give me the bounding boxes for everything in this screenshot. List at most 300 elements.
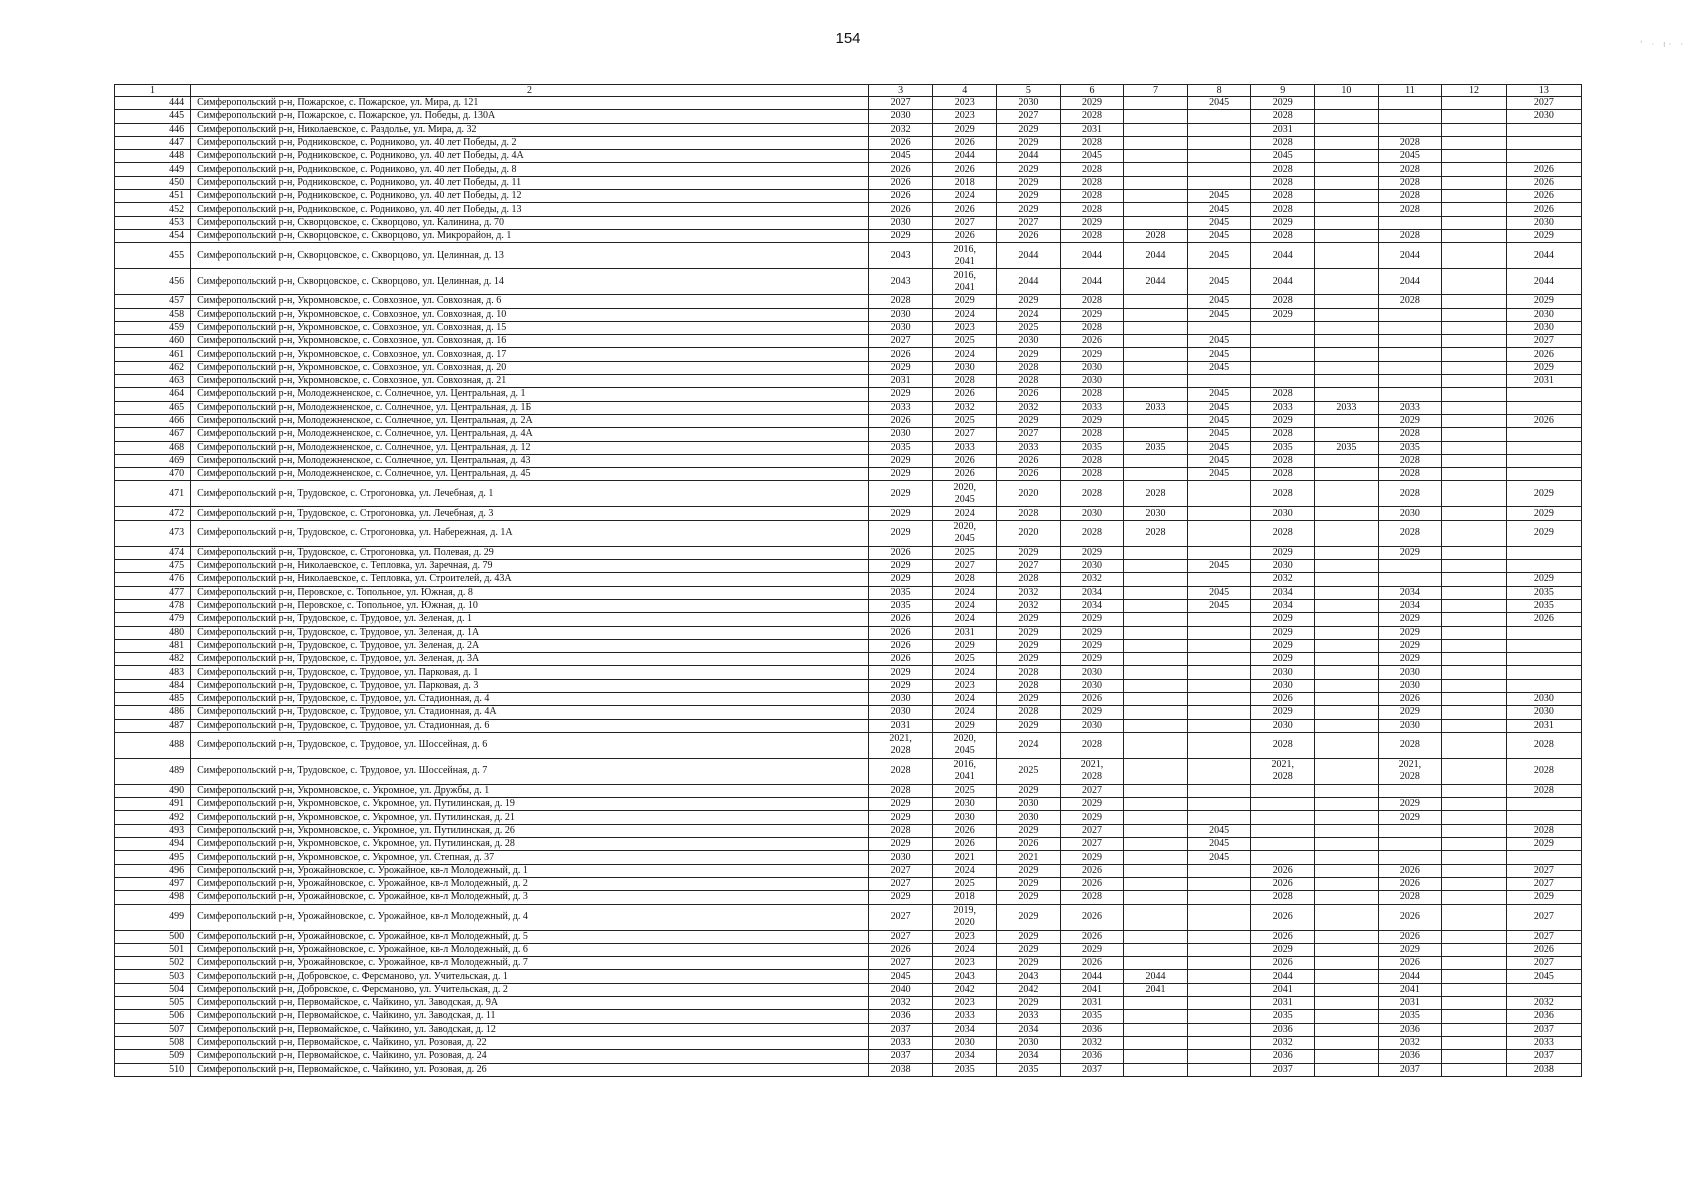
year-cell-col-9: 2041 [1251, 983, 1315, 996]
year-cell-col-7: 2041 [1124, 983, 1188, 996]
year-cell-col-5: 2024 [997, 308, 1061, 321]
year-cell-col-4: 2026 [933, 136, 997, 149]
table-row [115, 824, 1582, 837]
address-cell: Симферопольский р-н, Родниковское, с. Родниково, ул. 40 лет Победы, д. 11 [191, 176, 869, 189]
year-cell-col-12 [1442, 546, 1507, 559]
year-cell-col-4: 2021 [933, 851, 997, 864]
year-cell-col-4: 2026 [933, 454, 997, 467]
row-number-cell: 473 [115, 520, 191, 546]
year-cell-col-13: 2035 [1506, 586, 1581, 599]
year-cell-col-8 [1187, 706, 1251, 719]
year-cell-col-7 [1124, 176, 1188, 189]
address-cell: Симферопольский р-н, Перовское, с. Топольное, ул. Южная, д. 10 [191, 599, 869, 612]
address-cell: Симферопольский р-н, Трудовское, с. Трудовое, ул. Парковая, д. 3 [191, 679, 869, 692]
year-cell-col-9: 2028 [1251, 454, 1315, 467]
row-number-cell: 485 [115, 692, 191, 705]
year-cell-col-12 [1442, 653, 1507, 666]
year-cell-col-8: 2045 [1187, 851, 1251, 864]
year-cell-col-8 [1187, 758, 1251, 784]
row-number-cell: 475 [115, 560, 191, 573]
year-cell-col-13: 2026 [1506, 190, 1581, 203]
year-cell-col-9: 2030 [1251, 719, 1315, 732]
year-cell-col-5: 2043 [997, 970, 1061, 983]
year-cell-col-3: 2033 [868, 401, 933, 414]
year-cell-col-11: 2041 [1378, 983, 1442, 996]
address-cell: Симферопольский р-н, Скворцовское, с. Скворцово, ул. Целинная, д. 14 [191, 269, 869, 295]
address-cell: Симферопольский р-н, Укромновское, с. Совхозное, ул. Совхозная, д. 10 [191, 308, 869, 321]
year-cell-col-4: 2024 [933, 190, 997, 203]
year-cell-col-13: 2027 [1506, 930, 1581, 943]
address-cell: Симферопольский р-н, Укромновское, с. Совхозное, ул. Совхозная, д. 6 [191, 295, 869, 308]
year-cell-col-7 [1124, 573, 1188, 586]
address-cell: Симферопольский р-н, Скворцовское, с. Скворцово, ул. Микрорайон, д. 1 [191, 229, 869, 242]
row-number-cell: 494 [115, 838, 191, 851]
table-row [115, 904, 1582, 930]
address-cell: Симферопольский р-н, Укромновское, с. Укромное, ул. Путилинская, д. 28 [191, 838, 869, 851]
year-cell-col-7 [1124, 798, 1188, 811]
year-cell-col-7 [1124, 1023, 1188, 1036]
year-cell-col-7 [1124, 653, 1188, 666]
year-cell-col-10 [1315, 1010, 1379, 1023]
year-cell-col-13: 2028 [1506, 758, 1581, 784]
year-cell-col-12 [1442, 1036, 1507, 1049]
table-row [115, 308, 1582, 321]
year-cell-col-5: 2029 [997, 295, 1061, 308]
year-cell-col-6: 2035 [1060, 1010, 1124, 1023]
year-cell-col-11: 2028 [1378, 732, 1442, 758]
table-row [115, 891, 1582, 904]
year-cell-col-12 [1442, 891, 1507, 904]
year-cell-col-10 [1315, 454, 1379, 467]
year-cell-col-3: 2038 [868, 1063, 933, 1076]
year-cell-col-9: 2030 [1251, 666, 1315, 679]
year-cell-col-4: 2024 [933, 507, 997, 520]
year-cell-col-10 [1315, 335, 1379, 348]
year-cell-col-7 [1124, 758, 1188, 784]
year-cell-col-5: 2029 [997, 626, 1061, 639]
address-cell: Симферопольский р-н, Трудовское, с. Трудовое, ул. Зеленая, д. 3А [191, 653, 869, 666]
year-cell-col-7 [1124, 957, 1188, 970]
year-cell-col-9: 2026 [1251, 864, 1315, 877]
year-cell-col-9: 2037 [1251, 1063, 1315, 1076]
year-cell-col-3: 2031 [868, 719, 933, 732]
column-header-8: 8 [1187, 85, 1251, 97]
year-cell-col-12 [1442, 824, 1507, 837]
year-cell-col-7 [1124, 784, 1188, 797]
year-cell-col-12 [1442, 428, 1507, 441]
year-cell-col-12 [1442, 110, 1507, 123]
year-cell-col-4: 2029 [933, 639, 997, 652]
year-cell-col-3: 2029 [868, 468, 933, 481]
year-cell-col-5: 2029 [997, 123, 1061, 136]
year-cell-col-8: 2045 [1187, 454, 1251, 467]
year-cell-col-6: 2026 [1060, 864, 1124, 877]
year-cell-col-6: 2029 [1060, 613, 1124, 626]
year-cell-col-12 [1442, 560, 1507, 573]
year-cell-col-11: 2026 [1378, 904, 1442, 930]
address-cell: Симферопольский р-н, Скворцовское, с. Скворцово, ул. Калинина, д. 70 [191, 216, 869, 229]
year-cell-col-11: 2030 [1378, 679, 1442, 692]
table-row [115, 784, 1582, 797]
year-cell-col-5: 2029 [997, 653, 1061, 666]
row-number-cell: 492 [115, 811, 191, 824]
row-number-cell: 476 [115, 573, 191, 586]
year-cell-col-9: 2036 [1251, 1023, 1315, 1036]
year-cell-col-3: 2026 [868, 639, 933, 652]
year-cell-col-5: 2026 [997, 838, 1061, 851]
year-cell-col-11 [1378, 97, 1442, 110]
year-cell-col-3: 2030 [868, 110, 933, 123]
year-cell-col-9: 2029 [1251, 97, 1315, 110]
year-cell-col-9: 2026 [1251, 692, 1315, 705]
address-cell: Симферопольский р-н, Молодежненское, с. Солнечное, ул. Центральная, д. 4А [191, 428, 869, 441]
table-row [115, 136, 1582, 149]
year-cell-col-4: 2024 [933, 943, 997, 956]
table-row [115, 1036, 1582, 1049]
year-cell-col-12 [1442, 851, 1507, 864]
address-cell: Симферопольский р-н, Урожайновское, с. Урожайное, кв-л Молодежный, д. 1 [191, 864, 869, 877]
year-cell-col-4: 2042 [933, 983, 997, 996]
address-cell: Симферопольский р-н, Первомайское, с. Чайкино, ул. Заводская, д. 11 [191, 1010, 869, 1023]
year-cell-col-9 [1251, 784, 1315, 797]
table-row [115, 123, 1582, 136]
table-row [115, 573, 1582, 586]
table-row [115, 229, 1582, 242]
year-cell-col-10 [1315, 190, 1379, 203]
year-cell-col-8: 2045 [1187, 599, 1251, 612]
year-cell-col-4: 2023 [933, 321, 997, 334]
year-cell-col-8 [1187, 930, 1251, 943]
year-cell-col-12 [1442, 1010, 1507, 1023]
year-cell-col-12 [1442, 732, 1507, 758]
row-number-cell: 499 [115, 904, 191, 930]
year-cell-col-11 [1378, 784, 1442, 797]
row-number-cell: 460 [115, 335, 191, 348]
year-cell-col-13: 2033 [1506, 1036, 1581, 1049]
address-cell: Симферопольский р-н, Укромновское, с. Совхозное, ул. Совхозная, д. 16 [191, 335, 869, 348]
year-cell-col-12 [1442, 706, 1507, 719]
address-cell: Симферопольский р-н, Трудовское, с. Трудовое, ул. Зеленая, д. 1А [191, 626, 869, 639]
year-cell-col-5: 2029 [997, 190, 1061, 203]
row-number-cell: 503 [115, 970, 191, 983]
table-row [115, 375, 1582, 388]
year-cell-col-10 [1315, 388, 1379, 401]
year-cell-col-6: 2030 [1060, 507, 1124, 520]
row-number-cell: 480 [115, 626, 191, 639]
address-cell: Симферопольский р-н, Трудовское, с. Строгоновка, ул. Лечебная, д. 1 [191, 481, 869, 507]
year-cell-col-5: 2033 [997, 1010, 1061, 1023]
year-cell-col-12 [1442, 877, 1507, 890]
year-cell-col-4: 2031 [933, 626, 997, 639]
table-row [115, 243, 1582, 269]
year-cell-col-8 [1187, 176, 1251, 189]
address-cell: Симферопольский р-н, Укромновское, с. Укромное, ул. Степная, д. 37 [191, 851, 869, 864]
year-cell-col-10 [1315, 176, 1379, 189]
year-cell-col-6: 2029 [1060, 308, 1124, 321]
year-cell-col-5: 2029 [997, 136, 1061, 149]
year-cell-col-12 [1442, 1023, 1507, 1036]
year-cell-col-12 [1442, 798, 1507, 811]
year-cell-col-13 [1506, 401, 1581, 414]
table-row [115, 719, 1582, 732]
year-cell-col-12 [1442, 441, 1507, 454]
year-cell-col-6: 2028 [1060, 891, 1124, 904]
year-cell-col-6: 2037 [1060, 1063, 1124, 1076]
year-cell-col-8: 2045 [1187, 203, 1251, 216]
year-cell-col-6: 2029 [1060, 626, 1124, 639]
year-cell-col-5: 2034 [997, 1050, 1061, 1063]
year-cell-col-5: 2026 [997, 468, 1061, 481]
year-cell-col-11: 2037 [1378, 1063, 1442, 1076]
year-cell-col-3: 2029 [868, 229, 933, 242]
year-cell-col-9 [1251, 375, 1315, 388]
year-cell-col-4: 2024 [933, 706, 997, 719]
year-cell-col-7 [1124, 891, 1188, 904]
year-cell-col-8: 2045 [1187, 441, 1251, 454]
year-cell-col-11: 2028 [1378, 176, 1442, 189]
year-cell-col-4: 2024 [933, 599, 997, 612]
year-cell-col-7 [1124, 150, 1188, 163]
year-cell-col-9 [1251, 838, 1315, 851]
scan-mark: ' · ı· · [1640, 40, 1687, 50]
year-cell-col-6: 2026 [1060, 877, 1124, 890]
year-cell-col-10 [1315, 1050, 1379, 1063]
year-cell-col-11: 2028 [1378, 295, 1442, 308]
row-number-cell: 451 [115, 190, 191, 203]
year-cell-col-4: 2024 [933, 613, 997, 626]
year-cell-col-4: 2023 [933, 930, 997, 943]
year-cell-col-3: 2029 [868, 573, 933, 586]
address-cell: Симферопольский р-н, Родниковское, с. Родниково, ул. 40 лет Победы, д. 8 [191, 163, 869, 176]
year-cell-col-9: 2030 [1251, 507, 1315, 520]
year-cell-col-3: 2037 [868, 1050, 933, 1063]
year-cell-col-5: 2030 [997, 798, 1061, 811]
year-cell-col-9 [1251, 798, 1315, 811]
row-number-cell: 484 [115, 679, 191, 692]
year-cell-col-7 [1124, 348, 1188, 361]
year-cell-col-12 [1442, 454, 1507, 467]
address-cell: Симферопольский р-н, Трудовское, с. Трудовое, ул. Зеленая, д. 2А [191, 639, 869, 652]
year-cell-col-10 [1315, 295, 1379, 308]
year-cell-col-6: 2028 [1060, 520, 1124, 546]
year-cell-col-3: 2028 [868, 784, 933, 797]
year-cell-col-13 [1506, 851, 1581, 864]
year-cell-col-4: 2023 [933, 110, 997, 123]
year-cell-col-12 [1442, 243, 1507, 269]
year-cell-col-12 [1442, 335, 1507, 348]
row-number-cell: 454 [115, 229, 191, 242]
address-cell: Симферопольский р-н, Укромновское, с. Укромное, ул. Путилинская, д. 21 [191, 811, 869, 824]
year-cell-col-9: 2026 [1251, 930, 1315, 943]
year-cell-col-7 [1124, 190, 1188, 203]
year-cell-col-3: 2026 [868, 203, 933, 216]
year-cell-col-6: 2028 [1060, 295, 1124, 308]
year-cell-col-13: 2030 [1506, 692, 1581, 705]
year-cell-col-9: 2028 [1251, 468, 1315, 481]
year-cell-col-3: 2029 [868, 361, 933, 374]
year-cell-col-9: 2029 [1251, 308, 1315, 321]
year-cell-col-13: 2030 [1506, 321, 1581, 334]
year-cell-col-8 [1187, 997, 1251, 1010]
year-cell-col-7: 2035 [1124, 441, 1188, 454]
year-cell-col-12 [1442, 150, 1507, 163]
year-cell-col-11: 2034 [1378, 586, 1442, 599]
year-cell-col-6: 2032 [1060, 573, 1124, 586]
year-cell-col-8: 2045 [1187, 824, 1251, 837]
year-cell-col-11 [1378, 838, 1442, 851]
year-cell-col-7 [1124, 811, 1188, 824]
year-cell-col-7: 2028 [1124, 229, 1188, 242]
table-row [115, 838, 1582, 851]
year-cell-col-6: 2028 [1060, 428, 1124, 441]
year-cell-col-7 [1124, 666, 1188, 679]
year-cell-col-8: 2045 [1187, 560, 1251, 573]
year-cell-col-5: 2044 [997, 269, 1061, 295]
year-cell-col-6: 2026 [1060, 930, 1124, 943]
year-cell-col-7 [1124, 295, 1188, 308]
year-cell-col-6: 2027 [1060, 784, 1124, 797]
column-header-2: 2 [191, 85, 869, 97]
year-cell-col-11 [1378, 308, 1442, 321]
year-cell-col-10 [1315, 851, 1379, 864]
year-cell-col-9: 2034 [1251, 599, 1315, 612]
year-cell-col-11: 2029 [1378, 626, 1442, 639]
year-cell-col-5: 2033 [997, 441, 1061, 454]
year-cell-col-8 [1187, 692, 1251, 705]
year-cell-col-3: 2028 [868, 824, 933, 837]
row-number-cell: 472 [115, 507, 191, 520]
address-cell: Симферопольский р-н, Трудовское, с. Трудовое, ул. Шоссейная, д. 6 [191, 732, 869, 758]
year-cell-col-9 [1251, 321, 1315, 334]
table-row [115, 203, 1582, 216]
year-cell-col-11: 2026 [1378, 957, 1442, 970]
year-cell-col-5: 2026 [997, 388, 1061, 401]
table-row [115, 798, 1582, 811]
year-cell-col-4: 2027 [933, 428, 997, 441]
year-cell-col-5: 2029 [997, 719, 1061, 732]
year-cell-col-10 [1315, 586, 1379, 599]
year-cell-col-5: 2029 [997, 997, 1061, 1010]
year-cell-col-10 [1315, 1036, 1379, 1049]
year-cell-col-9: 2028 [1251, 388, 1315, 401]
year-cell-col-6: 2029 [1060, 97, 1124, 110]
year-cell-col-6: 2028 [1060, 321, 1124, 334]
year-cell-col-10 [1315, 824, 1379, 837]
year-cell-col-5: 2028 [997, 573, 1061, 586]
year-cell-col-3: 2031 [868, 375, 933, 388]
year-cell-col-11: 2044 [1378, 970, 1442, 983]
year-cell-col-4: 2026 [933, 838, 997, 851]
year-cell-col-9: 2030 [1251, 560, 1315, 573]
year-cell-col-10 [1315, 243, 1379, 269]
year-cell-col-9: 2028 [1251, 520, 1315, 546]
year-cell-col-5: 2027 [997, 216, 1061, 229]
year-cell-col-7 [1124, 586, 1188, 599]
table-row [115, 626, 1582, 639]
year-cell-col-3: 2027 [868, 877, 933, 890]
year-cell-col-8: 2045 [1187, 216, 1251, 229]
year-cell-col-8 [1187, 943, 1251, 956]
year-cell-col-10 [1315, 811, 1379, 824]
year-cell-col-11 [1378, 123, 1442, 136]
row-number-cell: 452 [115, 203, 191, 216]
year-cell-col-5: 2020 [997, 481, 1061, 507]
year-cell-col-9 [1251, 851, 1315, 864]
year-cell-col-4: 2029 [933, 295, 997, 308]
year-cell-col-6: 2044 [1060, 243, 1124, 269]
year-cell-col-11: 2029 [1378, 653, 1442, 666]
year-cell-col-7 [1124, 706, 1188, 719]
row-number-cell: 445 [115, 110, 191, 123]
year-cell-col-8 [1187, 957, 1251, 970]
year-cell-col-9 [1251, 811, 1315, 824]
row-number-cell: 502 [115, 957, 191, 970]
year-cell-col-11: 2030 [1378, 719, 1442, 732]
year-cell-col-7 [1124, 1050, 1188, 1063]
table-row [115, 1010, 1582, 1023]
column-header-10: 10 [1315, 85, 1379, 97]
year-cell-col-8: 2045 [1187, 229, 1251, 242]
year-cell-col-8 [1187, 136, 1251, 149]
year-cell-col-12 [1442, 970, 1507, 983]
year-cell-col-10 [1315, 758, 1379, 784]
year-cell-col-6: 2029 [1060, 348, 1124, 361]
year-cell-col-8: 2045 [1187, 388, 1251, 401]
row-number-cell: 450 [115, 176, 191, 189]
year-cell-col-10 [1315, 904, 1379, 930]
year-cell-col-6: 2036 [1060, 1023, 1124, 1036]
year-cell-col-13: 2036 [1506, 1010, 1581, 1023]
year-cell-col-6: 2030 [1060, 361, 1124, 374]
year-cell-col-10 [1315, 136, 1379, 149]
year-cell-col-7 [1124, 599, 1188, 612]
year-cell-col-13 [1506, 679, 1581, 692]
row-number-cell: 471 [115, 481, 191, 507]
year-cell-col-10 [1315, 520, 1379, 546]
column-header-6: 6 [1060, 85, 1124, 97]
address-cell: Симферопольский р-н, Трудовское, с. Трудовое, ул. Стадионная, д. 4 [191, 692, 869, 705]
year-cell-col-6: 2030 [1060, 719, 1124, 732]
address-cell: Симферопольский р-н, Добровское, с. Ферсманово, ул. Учительская, д. 2 [191, 983, 869, 996]
year-cell-col-9: 2030 [1251, 679, 1315, 692]
year-cell-col-8: 2045 [1187, 468, 1251, 481]
year-cell-col-4: 2024 [933, 864, 997, 877]
address-cell: Симферопольский р-н, Трудовское, с. Трудовое, ул. Шоссейная, д. 7 [191, 758, 869, 784]
year-cell-col-7 [1124, 851, 1188, 864]
year-cell-col-6: 2045 [1060, 150, 1124, 163]
address-cell: Симферопольский р-н, Укромновское, с. Совхозное, ул. Совхозная, д. 20 [191, 361, 869, 374]
address-cell: Симферопольский р-н, Урожайновское, с. Урожайное, кв-л Молодежный, д. 4 [191, 904, 869, 930]
year-cell-col-10 [1315, 613, 1379, 626]
year-cell-col-5: 2034 [997, 1023, 1061, 1036]
address-cell: Симферопольский р-н, Николаевское, с. Тепловка, ул. Заречная, д. 79 [191, 560, 869, 573]
year-cell-col-5: 2029 [997, 930, 1061, 943]
table-row [115, 176, 1582, 189]
year-cell-col-7 [1124, 1063, 1188, 1076]
year-cell-col-11: 2021, 2028 [1378, 758, 1442, 784]
year-cell-col-4: 2025 [933, 546, 997, 559]
row-number-cell: 469 [115, 454, 191, 467]
year-cell-col-5: 2032 [997, 401, 1061, 414]
year-cell-col-5: 2029 [997, 613, 1061, 626]
year-cell-col-7: 2044 [1124, 970, 1188, 983]
year-cell-col-9: 2031 [1251, 997, 1315, 1010]
year-cell-col-11: 2028 [1378, 468, 1442, 481]
year-cell-col-5: 2030 [997, 97, 1061, 110]
year-cell-col-5: 2042 [997, 983, 1061, 996]
address-cell: Симферопольский р-н, Добровское, с. Ферсманово, ул. Учительская, д. 1 [191, 970, 869, 983]
year-cell-col-9: 2044 [1251, 970, 1315, 983]
